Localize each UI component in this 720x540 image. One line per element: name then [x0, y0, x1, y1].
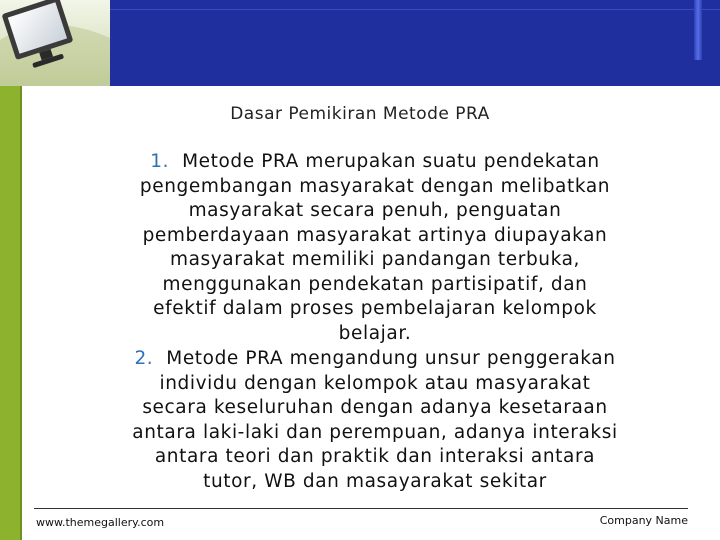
slide-title: Dasar Pemikiran Metode PRA — [230, 104, 490, 124]
list-item-line: pengembangan masyarakat dengan melibatkan — [139, 175, 611, 197]
list-item-line: pemberdayaan masyarakat artinya diupayakan — [142, 224, 608, 246]
list-item-line: 1. Metode PRA merupakan suatu pendekatan — [150, 151, 600, 172]
footer-divider — [34, 508, 688, 509]
list-item — [70, 150, 680, 346]
list-item-line: belajar. — [338, 322, 412, 344]
list-number: 1. — [150, 151, 170, 172]
header-accent — [694, 0, 702, 60]
list-number: 2. — [134, 348, 154, 369]
logo-area — [0, 0, 110, 86]
list-item-line: efektif dalam proses pembelajaran kelompok — [153, 298, 597, 319]
list-item-line: 2. Metode PRA mengandung unsur penggerakan — [134, 348, 616, 369]
footer-website: www.themegallery.com — [36, 516, 165, 529]
sidebar-stripe-edge — [20, 86, 22, 540]
footer-company: Company Name — [599, 514, 688, 527]
list-item-line: tutor, WB dan masayarakat sekitar — [203, 470, 547, 492]
list-item-line: masyarakat memiliki pandangan terbuka, — [169, 249, 581, 270]
header-band — [110, 0, 720, 86]
list-item-line: individu dengan kelompok atau masyarakat — [159, 372, 591, 394]
computer-monitor-icon — [0, 0, 110, 86]
list-item-line: secara keseluruhan dengan adanya kesetaraan — [142, 397, 608, 418]
list-item-line: antara laki-laki dan perempuan, adanya interaksi — [132, 421, 618, 443]
list-item — [70, 347, 680, 494]
header-line — [110, 9, 720, 10]
list-item-line: antara teori dan praktik dan interaksi antara — [154, 446, 596, 467]
sidebar-stripe — [0, 86, 20, 540]
list-item-line: menggunakan pendekatan partisipatif, dan — [162, 273, 588, 295]
slide-header — [0, 0, 720, 86]
list-item-line: masyarakat secara penuh, penguatan — [188, 200, 562, 221]
